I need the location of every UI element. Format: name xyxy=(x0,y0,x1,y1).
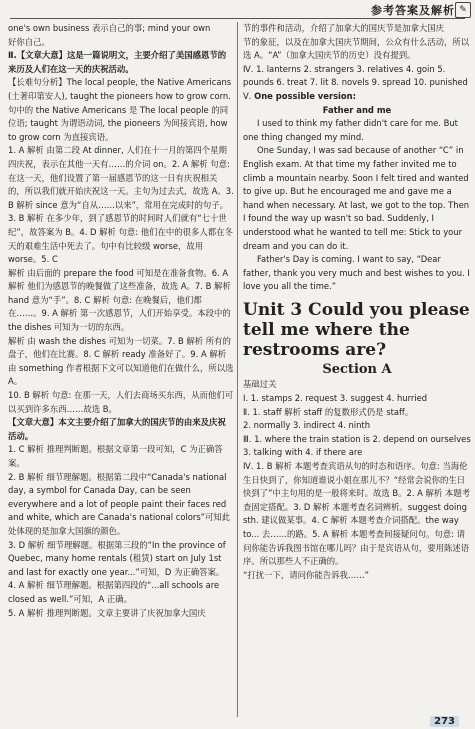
basics-line: 3. talking with 4. if there are xyxy=(243,447,363,458)
essay-title: Father and me xyxy=(322,104,392,115)
left-line: 解析 由后面的 prepare the food 可知是在准备食物。6. A 解析 他们为感恩节的晚餐做了这些准备，故选 A。7. B 解析 hand 意为“手”。8. C 解析 句意: 在晚餐后，他们都在……。9. A 解析 第一次感恩节，人们开始享受。本段中的 the dishes 可知为一切的东西。 xyxy=(8,267,231,333)
left-line: Ⅱ.【文章大意】这是一篇说明文，主要介绍了美国感恩节的来历及人们在这一天的庆祝活动。 xyxy=(8,50,227,74)
left-line: 【文章大意】本文主要介绍了加拿大的国庆节的由来及庆祝活动。 xyxy=(8,417,226,441)
section-title: Section A xyxy=(322,361,392,377)
section-v xyxy=(243,90,471,104)
column-divider xyxy=(237,22,238,717)
left-line: 3. D 解析 细节理解题。根据第三段的“In the province of Quebec, many home rentals (租赁) start on July 1st and last for exactly one year...”可知，D 为正确答案。 xyxy=(8,539,226,577)
basics-line: Ⅱ. 1. staff 解析 staff 的复数形式仍是 staff。 xyxy=(243,406,414,417)
right-column xyxy=(243,22,471,582)
essay-paragraph: I used to think my father didn't care for me. But one thing changed my mind. xyxy=(243,118,458,142)
section-v-label: Ⅴ. xyxy=(243,90,252,101)
basics-label: 基础过关 xyxy=(243,379,277,390)
left-line: 4. A 解析 细节理解题。根据第四段的“...all schools are closed as well.”可知，A 正确。 xyxy=(8,580,220,604)
left-line: 1. A 解析 由第二段 At dinner, 人们在十一月的第四个星期四庆祝，表示在其他一天有……的介词 on。2. A 解析 句意: 在这一天，他们设置了第一届感恩节的这一日有庆祝相关的，所以我们就开始庆祝这一天。主句为过去式，故选 A。3. B 解析 since 意为“自从……以来”，常用在完成时的句子。3. B 解析 在多少年，到了感恩节的时间时人们就有“七十世纪”，故答案为 B。4. D 解析 句意: 他们在中的很多人都在冬天的艰难生活中死去了。句中有比较级 worse，故用 worse。5. C xyxy=(8,145,234,265)
left-line: 2. B 解析 细节理解题。根据第二段中“Canada's national day, a symbol for Canada Day, can be seen everywhere and a lot of people paint their faces red and white, which are Canada's national colors”可知此处体现的是加拿大国旗的颜色。 xyxy=(8,471,231,536)
header-rule xyxy=(10,18,465,19)
basics-line: Ⅲ. 1. where the train station is 2. depend on ourselves xyxy=(243,433,471,444)
left-column xyxy=(8,22,234,620)
section-iv-label: Ⅳ. xyxy=(243,63,254,74)
header-title: 参考答案及解析 xyxy=(371,4,455,17)
basics-line: 2. normally 3. indirect 4. ninth xyxy=(243,420,371,431)
page-header xyxy=(0,0,475,24)
left-line: 1. C 解析 推理判断题。根据文章第一段可知，C 为正确答案。 xyxy=(8,444,223,468)
basics-line: Ⅳ. 1. B 解析 本题考查宾语从句的时态和语序。句意: 当海伦生日快到了，你知道谁说小姐在那儿不？“经常会说你的生日快到了”中主句用的是一般将来时。故选 B。2. A 解析 本题考查固定搭配。3. D 解析 本题考查名词辨析。suggest doing sth. 建议做某事。4. C 解析 本题考查介词搭配。the way to... 去……的路。5. A 解析 本题考查间接疑问句。句意: 请问你能告诉我图书馆在哪儿吗？由于是宾语从句，要用陈述语序。所以那些人不正确的。 xyxy=(243,461,471,567)
section-iv xyxy=(243,63,471,90)
left-line: one's own business 表示自己的事; mind your own xyxy=(8,23,211,33)
left-line: 好你自己。 xyxy=(8,36,50,47)
right-intro-line: 节的事件和活动，介绍了加拿大的国庆节是加拿大国庆 xyxy=(243,23,444,33)
left-line: 5. A 解析 推理判断题。文章主要讲了庆祝加拿大国庆 xyxy=(8,607,206,618)
section-iv-answers: 1. lanterns 2. strangers 3. relatives 4. goin 5. pounds 6. treat 7. lit 8. novels 9. spread 10. punished xyxy=(243,63,468,88)
unit-title: Unit 3 Could you please tell me where the restrooms are? xyxy=(243,299,470,360)
essay-paragraph: One Sunday, I was sad because of another “C” in English exam. At that time my father invited me to climb a mountain nearby. Soon I felt tired and wanted to give up. But he encouraged me and gave me a hand when necessary. At last, we got to the top. Then I found the way up wasn't so bad. Suddenly, I understood what he wanted to tell me: Stick to your dream and you can do it. xyxy=(243,145,470,251)
left-line: 【长难句分析】The local people, the Native Americans (土著印第安人), taught the pioneers how to grow corn. 句中的 the Native Americans 是 The local people 的同位语; taught 为谓语动词, the pioneers 为间接宾语, how to grow corn 为直接宾语。 xyxy=(8,77,232,142)
book-icon: ✎ xyxy=(455,2,471,18)
basics-line: Ⅰ. 1. stamps 2. request 3. suggest 4. hurried xyxy=(243,393,428,404)
basics-line: “打扰一下，请问你能告诉我……” xyxy=(243,569,369,580)
section-v-heading: One possible version: xyxy=(254,90,356,101)
right-intro-line: 节的象征，以及在加拿大国庆节期间，公众有什么活动，所以选 A。“A”（加拿大国庆节的历史）没有提到。 xyxy=(243,36,470,61)
essay-paragraph: Father's Day is coming. I want to say, “Dear father, thank you very much and best wishes to you. I love you all the time.” xyxy=(243,254,470,292)
page-number: 273 xyxy=(430,716,459,727)
left-line: 10. B 解析 句意: 在那一天，人们去商场买东西，从而他们可以买到许多东西……故选 B。 xyxy=(8,390,234,414)
left-line: 解析 由 wash the dishes 可知为一切菜。7. B 解析 所有的盘子，他们在比赛。8. C 解析 ready 准备好了。9. A 解析 由 something 作者根据下文可以知道他们在做什么，所以选 A。 xyxy=(8,335,234,387)
